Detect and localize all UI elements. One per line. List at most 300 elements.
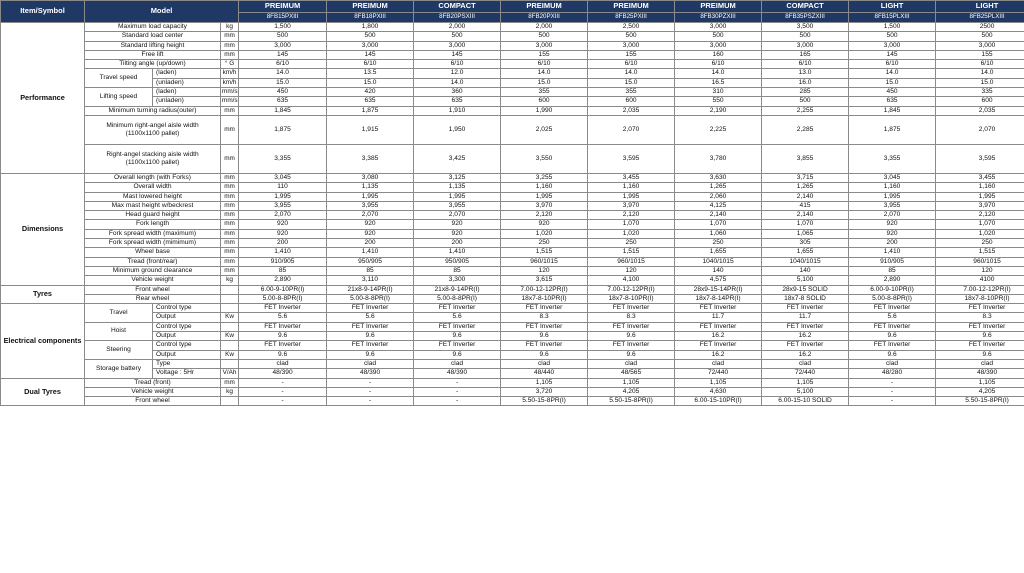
value-cell: 3,955 — [414, 201, 501, 210]
unit-cell: Kw — [221, 332, 239, 341]
value-cell: 85 — [414, 266, 501, 275]
spec-label: Vehicle weight — [85, 387, 221, 396]
unit-cell: km/h — [221, 69, 239, 78]
spec-label: Mast lowered height — [85, 192, 221, 201]
value-cell: 3,970 — [588, 201, 675, 210]
value-cell: 250 — [936, 239, 1024, 248]
unit-cell: mm — [221, 106, 239, 115]
spec-label: Max mast height w/beckrest — [85, 201, 221, 210]
value-cell: 28x9-15-14PR(I) — [675, 285, 762, 294]
value-cell: - — [327, 378, 414, 387]
value-cell: 14.0 — [239, 69, 327, 78]
value-cell: FET Inverter — [239, 304, 327, 313]
value-cell: 110 — [239, 183, 327, 192]
spec-sublabel: (unladen) — [153, 78, 221, 87]
table-row — [1, 50, 1024, 59]
table-row — [1, 32, 1024, 41]
value-cell: 550 — [675, 97, 762, 106]
unit-cell: mm — [221, 144, 239, 173]
value-cell: FET Inverter — [501, 341, 588, 350]
spec-label: Wheel base — [85, 248, 221, 257]
value-cell: FET Inverter — [849, 322, 936, 331]
value-cell: 11.7 — [762, 313, 849, 322]
spec-label: Front wheel — [85, 285, 221, 294]
value-cell: 155 — [501, 50, 588, 59]
spec-label: Head guard height — [85, 211, 221, 220]
value-cell: 16.2 — [762, 332, 849, 341]
value-cell: 1,065 — [762, 229, 849, 238]
value-cell: 305 — [762, 239, 849, 248]
value-cell: 2,000 — [414, 23, 501, 32]
value-cell: 3,630 — [675, 173, 762, 182]
value-cell: 3,550 — [501, 144, 588, 173]
value-cell: FET Inverter — [762, 304, 849, 313]
value-cell: FET Inverter — [414, 322, 501, 331]
value-cell: 3,955 — [849, 201, 936, 210]
value-cell: 140 — [675, 266, 762, 275]
value-cell: clad — [675, 359, 762, 368]
value-cell: 1,515 — [936, 248, 1024, 257]
value-cell: 3,595 — [588, 144, 675, 173]
table-row — [1, 183, 1024, 192]
value-cell: 3,000 — [762, 41, 849, 50]
table-row — [1, 359, 1024, 368]
value-cell: clad — [501, 359, 588, 368]
value-cell: 500 — [849, 32, 936, 41]
unit-cell — [221, 341, 239, 350]
value-cell: 5.6 — [327, 313, 414, 322]
value-cell: 250 — [588, 239, 675, 248]
unit-cell: mm — [221, 229, 239, 238]
value-cell: 1,990 — [501, 106, 588, 115]
value-cell: 9.6 — [239, 332, 327, 341]
value-cell: 1,995 — [239, 192, 327, 201]
value-cell: 6.00-15-10 SOLID — [762, 397, 849, 406]
value-cell: 14.0 — [936, 69, 1024, 78]
value-cell: 48/280 — [849, 369, 936, 378]
value-cell: 1,875 — [327, 106, 414, 115]
value-cell: 15.0 — [936, 78, 1024, 87]
value-cell: 165 — [762, 50, 849, 59]
spec-label: Minimum ground clearance — [85, 266, 221, 275]
value-cell: 1,845 — [239, 106, 327, 115]
value-cell: 920 — [239, 220, 327, 229]
table-row — [1, 88, 1024, 97]
value-cell: 1,070 — [762, 220, 849, 229]
model-code: 8FB25PLXIII — [936, 13, 1024, 23]
header-type-row — [1, 1, 1024, 13]
model-code: 8FB35PSZXIII — [762, 13, 849, 23]
value-cell: 1,995 — [849, 192, 936, 201]
value-cell: 16.2 — [762, 350, 849, 359]
value-cell: 9.6 — [849, 350, 936, 359]
value-cell: FET Inverter — [675, 322, 762, 331]
value-cell: 9.6 — [414, 350, 501, 359]
value-cell: 2,070 — [588, 115, 675, 144]
value-cell: 145 — [414, 50, 501, 59]
value-cell: 6/10 — [414, 60, 501, 69]
value-cell: 600 — [936, 97, 1024, 106]
value-cell: 3,000 — [588, 41, 675, 50]
value-cell: 18x7-8 SOLID — [762, 294, 849, 303]
value-cell: 21x8-9-14PR(I) — [414, 285, 501, 294]
value-cell: 48/390 — [327, 369, 414, 378]
value-cell: 6.00-9-10PR(I) — [849, 285, 936, 294]
value-cell: 2,070 — [239, 211, 327, 220]
type-header: PREIMUM — [501, 1, 588, 13]
spec-sublabel: Output — [153, 350, 221, 359]
value-cell: 3,780 — [675, 144, 762, 173]
spec-label: Tread (front) — [85, 378, 221, 387]
value-cell: 3,855 — [762, 144, 849, 173]
value-cell: 960/1015 — [588, 257, 675, 266]
value-cell: 635 — [327, 97, 414, 106]
value-cell: - — [239, 397, 327, 406]
spec-sublabel: (unladen) — [153, 97, 221, 106]
type-header: PREIMUM — [675, 1, 762, 13]
value-cell: 2,000 — [501, 23, 588, 32]
value-cell: 160 — [675, 50, 762, 59]
value-cell: 355 — [588, 88, 675, 97]
value-cell: 5.50-15-8PR(I) — [936, 397, 1024, 406]
value-cell: 6/10 — [588, 60, 675, 69]
unit-cell: mm — [221, 173, 239, 182]
spec-label-line: (1100x1100 pallet) — [125, 158, 180, 166]
value-cell: 1,410 — [414, 248, 501, 257]
table-row — [1, 201, 1024, 210]
value-cell: 9.6 — [501, 350, 588, 359]
value-cell: - — [239, 387, 327, 396]
unit-cell: kg — [221, 276, 239, 285]
spec-label: Minimum turning radius(outer) — [85, 106, 221, 115]
value-cell: 2,285 — [762, 115, 849, 144]
value-cell: 6/10 — [849, 60, 936, 69]
value-cell: FET Inverter — [501, 304, 588, 313]
value-cell: 9.6 — [239, 350, 327, 359]
table-row — [1, 106, 1024, 115]
table-row — [1, 378, 1024, 387]
value-cell: 1,995 — [588, 192, 675, 201]
value-cell: 3,000 — [239, 41, 327, 50]
category-electrical: Electrical components — [1, 304, 85, 378]
value-cell: 910/905 — [239, 257, 327, 266]
value-cell: 5.00-8-8PR(I) — [414, 294, 501, 303]
value-cell: 8.3 — [588, 313, 675, 322]
spec-sublabel: Output — [153, 332, 221, 341]
unit-cell: Kw — [221, 313, 239, 322]
value-cell: 2,070 — [414, 211, 501, 220]
unit-cell — [221, 322, 239, 331]
value-cell: 3,595 — [936, 144, 1024, 173]
value-cell: 16.2 — [675, 332, 762, 341]
value-cell: 1,105 — [501, 378, 588, 387]
value-cell: 920 — [849, 229, 936, 238]
value-cell: 1040/1015 — [762, 257, 849, 266]
table-row — [1, 97, 1024, 106]
value-cell: 1,105 — [762, 378, 849, 387]
value-cell: clad — [849, 359, 936, 368]
value-cell: 15.0 — [239, 78, 327, 87]
value-cell: FET Inverter — [936, 341, 1024, 350]
value-cell: 200 — [239, 239, 327, 248]
unit-cell: km/h — [221, 78, 239, 87]
value-cell: 1,845 — [849, 106, 936, 115]
unit-cell: mm/s — [222, 88, 238, 96]
category-tyres: Tyres — [1, 285, 85, 304]
value-cell: 140 — [762, 266, 849, 275]
spec-label-line: (1100x1100 pallet) — [125, 129, 180, 137]
value-cell: 6/10 — [501, 60, 588, 69]
value-cell: 3,955 — [239, 201, 327, 210]
value-cell: 3,125 — [414, 173, 501, 182]
value-cell: 6/10 — [675, 60, 762, 69]
value-cell: 48/565 — [588, 369, 675, 378]
spec-sublabel: Control type — [153, 304, 221, 313]
value-cell: 3,970 — [501, 201, 588, 210]
value-cell: 920 — [501, 220, 588, 229]
table-row — [1, 211, 1024, 220]
unit-cell: mm — [221, 115, 239, 144]
unit-cell — [221, 397, 239, 406]
value-cell: 360 — [414, 88, 501, 97]
value-cell: 4,205 — [936, 387, 1024, 396]
value-cell: 4,100 — [588, 276, 675, 285]
value-cell: 145 — [239, 50, 327, 59]
table-row — [1, 276, 1024, 285]
value-cell: 2,060 — [675, 192, 762, 201]
value-cell: 3,500 — [762, 23, 849, 32]
value-cell: FET Inverter — [239, 341, 327, 350]
value-cell: 2,120 — [501, 211, 588, 220]
value-cell: 9.6 — [588, 332, 675, 341]
value-cell: 6/10 — [239, 60, 327, 69]
table-row — [1, 387, 1024, 396]
model-code: 8FB15PLXIII — [849, 13, 936, 23]
value-cell: 9.6 — [327, 350, 414, 359]
spec-group-label: Travel speed — [85, 69, 153, 88]
value-cell: 3,045 — [849, 173, 936, 182]
value-cell: 1,105 — [588, 378, 675, 387]
value-cell: 85 — [849, 266, 936, 275]
table-row — [1, 144, 1024, 173]
value-cell: 9.6 — [936, 332, 1024, 341]
value-cell: 1,500 — [239, 23, 327, 32]
table-row — [1, 115, 1024, 144]
value-cell: 3,255 — [501, 173, 588, 182]
unit-cell: mm — [221, 41, 239, 50]
value-cell: 4100 — [936, 276, 1024, 285]
table-row — [1, 322, 1024, 331]
table-row — [1, 220, 1024, 229]
unit-cell: kg — [221, 23, 239, 32]
value-cell: 600 — [501, 97, 588, 106]
value-cell: 250 — [675, 239, 762, 248]
value-cell: FET Inverter — [762, 322, 849, 331]
value-cell: 1,515 — [501, 248, 588, 257]
table-row — [1, 341, 1024, 350]
model-code: 8FB25PXIII — [588, 13, 675, 23]
value-cell: FET Inverter — [675, 341, 762, 350]
value-cell: FET Inverter — [327, 304, 414, 313]
value-cell: 1,070 — [936, 220, 1024, 229]
type-header: COMPACT — [762, 1, 849, 13]
value-cell: clad — [588, 359, 675, 368]
table-row — [1, 257, 1024, 266]
value-cell: 635 — [414, 97, 501, 106]
unit-cell — [221, 294, 239, 303]
value-cell: 2,070 — [936, 115, 1024, 144]
spec-label: Standard load center — [85, 32, 221, 41]
value-cell: 18x7-8-14PR(I) — [675, 294, 762, 303]
spec-label: Vehicle weight — [85, 276, 221, 285]
value-cell: 3,715 — [762, 173, 849, 182]
value-cell: 5.6 — [849, 313, 936, 322]
unit-cell: Kw — [221, 350, 239, 359]
value-cell: 1,995 — [936, 192, 1024, 201]
value-cell: 2,120 — [588, 211, 675, 220]
value-cell: FET Inverter — [239, 322, 327, 331]
value-cell: 2,255 — [762, 106, 849, 115]
table-row — [1, 313, 1024, 322]
value-cell: 285 — [762, 88, 849, 97]
value-cell: 3,385 — [327, 144, 414, 173]
unit-cell: mm — [221, 211, 239, 220]
value-cell: 4,125 — [675, 201, 762, 210]
value-cell: 3,110 — [327, 276, 414, 285]
value-cell: 200 — [849, 239, 936, 248]
value-cell: 120 — [588, 266, 675, 275]
value-cell: clad — [936, 359, 1024, 368]
value-cell: 1,020 — [501, 229, 588, 238]
value-cell: 2,190 — [675, 106, 762, 115]
value-cell: 14.0 — [501, 69, 588, 78]
component-label: Hoist — [85, 322, 153, 341]
value-cell: FET Inverter — [588, 304, 675, 313]
value-cell: 500 — [501, 32, 588, 41]
value-cell: 2,890 — [239, 276, 327, 285]
value-cell: 5,100 — [762, 387, 849, 396]
value-cell: 15.0 — [588, 78, 675, 87]
value-cell: clad — [327, 359, 414, 368]
category-performance: Performance — [1, 23, 85, 174]
value-cell: 14.0 — [849, 69, 936, 78]
value-cell: - — [414, 397, 501, 406]
unit-cell: mm — [221, 220, 239, 229]
value-cell: 1,515 — [588, 248, 675, 257]
unit-cell: mm — [221, 183, 239, 192]
model-code: 8FB18PXIII — [327, 13, 414, 23]
value-cell: 14.0 — [414, 78, 501, 87]
unit-cell: mm — [221, 192, 239, 201]
value-cell: 7.00-12-12PR(I) — [588, 285, 675, 294]
value-cell: 920 — [239, 229, 327, 238]
value-cell: 18x7-8-10PR(I) — [588, 294, 675, 303]
value-cell: 1,655 — [762, 248, 849, 257]
value-cell: 2500 — [936, 23, 1024, 32]
value-cell: 960/1015 — [936, 257, 1024, 266]
value-cell: 9.6 — [327, 332, 414, 341]
component-label: Travel — [85, 304, 153, 323]
table-row — [1, 60, 1024, 69]
value-cell: 3,955 — [327, 201, 414, 210]
type-header: PREIMUM — [327, 1, 414, 13]
spec-label — [85, 115, 221, 144]
value-cell: FET Inverter — [414, 304, 501, 313]
spec-group-label: Lifting speed — [85, 88, 153, 107]
value-cell: 3,300 — [414, 276, 501, 285]
spec-sublabel: Control type — [153, 341, 221, 350]
unit-cell: mm — [221, 201, 239, 210]
value-cell: 28x9-15 SOLID — [762, 285, 849, 294]
value-cell: - — [327, 387, 414, 396]
value-cell: 1,410 — [239, 248, 327, 257]
value-cell: 4,205 — [588, 387, 675, 396]
value-cell: - — [849, 378, 936, 387]
table-row — [1, 173, 1024, 182]
value-cell: FET Inverter — [849, 341, 936, 350]
value-cell: 500 — [762, 32, 849, 41]
value-cell: 14.0 — [588, 69, 675, 78]
value-cell: 1,135 — [327, 183, 414, 192]
spec-sublabel: Output — [153, 313, 221, 322]
value-cell: FET Inverter — [936, 322, 1024, 331]
value-cell: 500 — [588, 32, 675, 41]
value-cell: 2,140 — [762, 211, 849, 220]
spec-label-line: Minimum right-angel aisle width — [106, 121, 199, 129]
table-row — [1, 285, 1024, 294]
value-cell: 4,630 — [675, 387, 762, 396]
value-cell: 9.6 — [414, 332, 501, 341]
value-cell: 910/905 — [849, 257, 936, 266]
value-cell: 3,355 — [849, 144, 936, 173]
value-cell: 1,160 — [849, 183, 936, 192]
category-dimensions: Dimensions — [1, 173, 85, 285]
spec-label: Tread (front/rear) — [85, 257, 221, 266]
value-cell: 1,105 — [675, 378, 762, 387]
spec-label-line: Right-angel stacking aisle width — [106, 150, 199, 158]
value-cell: 3,000 — [327, 41, 414, 50]
value-cell: 600 — [588, 97, 675, 106]
table-row — [1, 192, 1024, 201]
value-cell: 1,160 — [501, 183, 588, 192]
value-cell: 415 — [762, 201, 849, 210]
value-cell: 2,120 — [936, 211, 1024, 220]
value-cell: 6.00-9-10PR(I) — [239, 285, 327, 294]
value-cell: 155 — [588, 50, 675, 59]
value-cell: 85 — [327, 266, 414, 275]
value-cell: 5.50-15-8PR(I) — [588, 397, 675, 406]
component-label: Steering — [85, 341, 153, 360]
value-cell: 7.00-12-12PR(I) — [501, 285, 588, 294]
value-cell: 2,035 — [588, 106, 675, 115]
model-code: 8FB30PZXIII — [675, 13, 762, 23]
value-cell: 500 — [762, 97, 849, 106]
value-cell: 1,500 — [849, 23, 936, 32]
unit-cell: mm/s — [222, 97, 238, 105]
table-row — [1, 248, 1024, 257]
value-cell: 11.7 — [675, 313, 762, 322]
value-cell: 635 — [239, 97, 327, 106]
value-cell: 120 — [501, 266, 588, 275]
value-cell: 3,000 — [936, 41, 1024, 50]
value-cell: 355 — [501, 88, 588, 97]
value-cell: 310 — [675, 88, 762, 97]
value-cell: 420 — [327, 88, 414, 97]
value-cell: 145 — [849, 50, 936, 59]
value-cell: 1,800 — [327, 23, 414, 32]
type-header: LIGHT — [936, 1, 1024, 13]
value-cell: 145 — [327, 50, 414, 59]
